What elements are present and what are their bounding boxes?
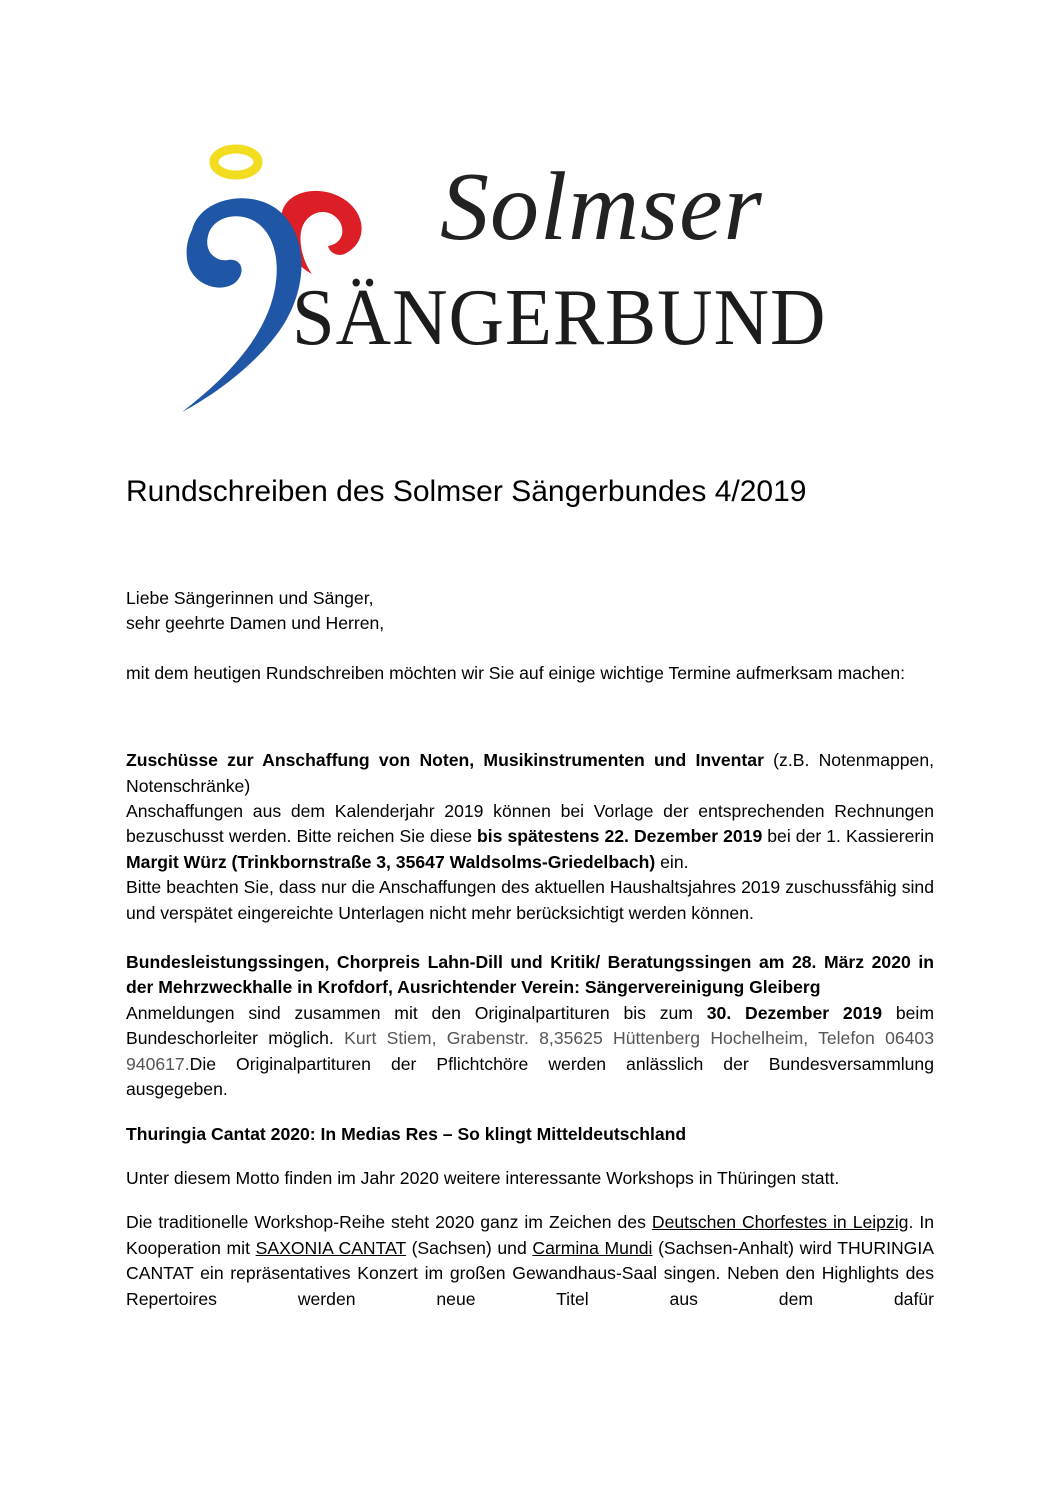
- contact-text: Margit Würz (Trinkbornstraße 3, 35647 Waldsolms-Griedelbach): [126, 851, 656, 872]
- section-heading: Thuringia Cantat 2020: In Medias Res – So klingt Mitteldeutschland: [126, 1123, 687, 1144]
- body-text: . In Kooperation mit: [126, 1212, 934, 1258]
- letter-body: [126, 586, 934, 1312]
- section-heading: Bundesleistungssingen, Chorpreis Lahn-Dill und Kritik/ Beratungssingen am 28. März 2020 in der Mehrzweckhalle in Krofdorf, Ausrichtender Verein: Sängervereinigung Gleiberg: [126, 952, 934, 998]
- heading-note: (z.B. Notenmappen, Notenschränke): [126, 750, 935, 796]
- body-text: Die traditionelle Workshop-Reihe steht 2020 ganz im Zeichen des: [126, 1212, 652, 1233]
- page-title: Rundschreiben des Solmser Sängerbundes 4/2019: [126, 475, 807, 508]
- section-heading: Zuschüsse zur Anschaffung von Noten, Musikinstrumenten und Inventar: [126, 750, 764, 771]
- logo-script-text: Solmser: [440, 153, 763, 261]
- subsidies-note: Bitte beachten Sie, dass nur die Anschaffungen des aktuellen Haushaltsjahres 2019 zuschussfähig sind und verspätet eingereichte Unterlagen nicht mehr berücksichtigt werden können.: [126, 877, 934, 923]
- body-text: bei der 1. Kassiererin: [762, 826, 934, 847]
- date-text: 30. Dezember 2019: [706, 1002, 883, 1023]
- deadline-text: bis spätestens 22. Dezember 2019: [477, 826, 763, 847]
- body-text: Die Originalpartituren der Pflichtchöre werden anlässlich der Bundesversammlung ausgegeben.: [126, 1053, 934, 1100]
- yellow-ring-shape: [214, 149, 258, 175]
- contact-text: Kurt Stiem, Grabenstr. 8,35625 Hüttenberg Hochelheim, Telefon 06403 940617.: [126, 1028, 934, 1074]
- saxonia-cantat-link[interactable]: SAXONIA CANTAT: [255, 1237, 406, 1258]
- body-text: (Sachsen-Anhalt) wird THURINGIA CANTAT ein repräsentatives Konzert im großen Gewandhaus-Saal singen. Neben den Highlights des Repertoires werden neue Titel aus dem dafür: [126, 1237, 934, 1309]
- blue-clef-shape: [182, 198, 302, 412]
- workshop-paragraph: [126, 1210, 934, 1312]
- subsidies-paragraph: [126, 799, 934, 875]
- body-text: Anmeldungen sind zusammen mit den Originalpartituren bis zum: [126, 1002, 707, 1023]
- body-text: beim Bundeschorleiter möglich.: [126, 1002, 934, 1049]
- body-text: Anschaffungen aus dem Kalenderjahr 2019 können bei Vorlage der entsprechenden Rechnungen bezuschusst werden. Bitte reichen Sie diese: [126, 801, 934, 847]
- logo-caps-text: SÄNGERBUND: [292, 274, 827, 362]
- registration-paragraph: [126, 1001, 934, 1103]
- body-text: (Sachsen) und: [405, 1237, 533, 1258]
- greeting-line: sehr geehrte Damen und Herren,: [126, 613, 385, 634]
- chorfest-link[interactable]: Deutschen Chorfestes in Leipzig: [651, 1212, 909, 1233]
- intro-paragraph: mit dem heutigen Rundschreiben möchten wir Sie auf einige wichtige Termine aufmerksam machen:: [126, 662, 906, 683]
- section-subsidies: [126, 748, 934, 799]
- motto-paragraph: Unter diesem Motto finden im Jahr 2020 weitere interessante Workshops in Thüringen statt.: [126, 1167, 840, 1188]
- carmina-mundi-link[interactable]: Carmina Mundi: [532, 1237, 653, 1258]
- body-text: ein.: [655, 851, 689, 872]
- greeting-line: Liebe Sängerinnen und Sänger,: [126, 588, 374, 608]
